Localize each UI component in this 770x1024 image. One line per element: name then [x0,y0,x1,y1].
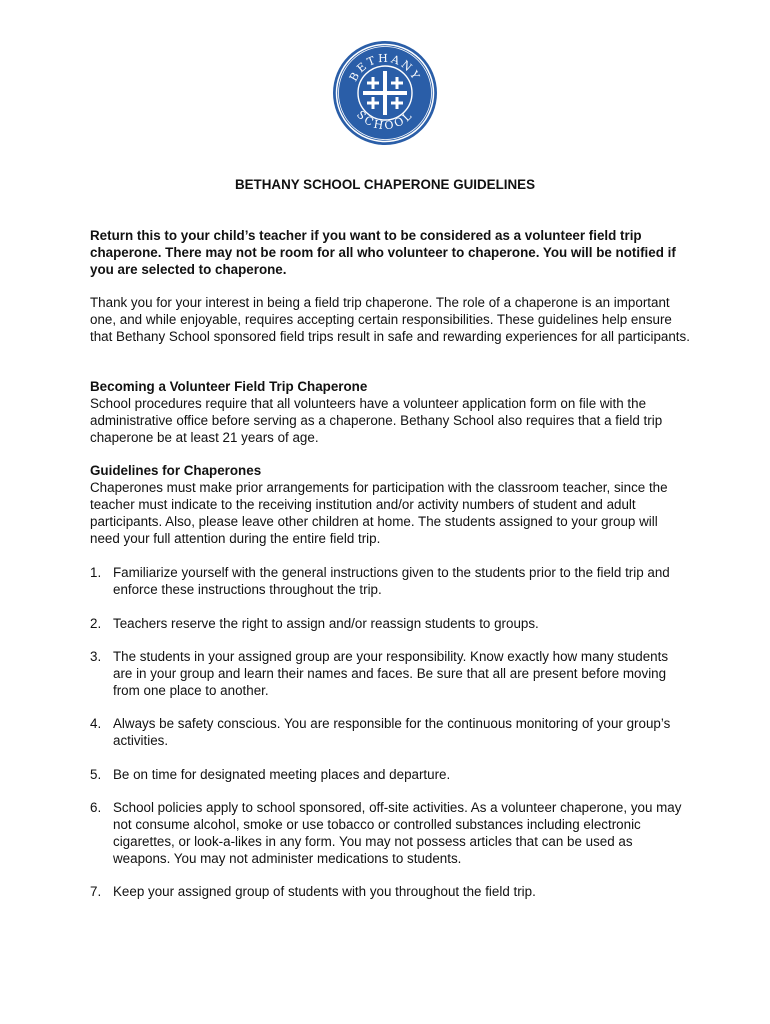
list-item-text: Keep your assigned group of students with you throughout the field trip. [113,884,536,899]
list-item-text: Teachers reserve the right to assign and/or reassign students to groups. [113,616,539,631]
intro-paragraph: Thank you for your interest in being a field trip chaperone. The role of a chaperone is an important one, and while enjoyable, requires accepting certain responsibilities. These guidelines help ensure that Bethany School sponsored field trips result in safe and rewarding experiences for all participants. [90,295,690,344]
list-item-number: 7. [90,884,102,899]
list-item-text: Be on time for designated meeting places and departure. [113,767,451,782]
list-item-text: The students in your assigned group are your responsibility. Know exactly how many students are in your group and learn their names and faces. Be sure that all are present before moving from one place to another. [113,649,669,698]
section-body: School procedures require that all volunteers have a volunteer application form on file with the administrative office before serving as a chaperone. Bethany School also requires that a field trip chaperone be at least 21 years of age. [90,396,663,445]
list-item-number: 4. [90,716,102,731]
list-item [90,799,690,867]
logo-top-text: BETHANY [346,51,424,84]
list-item-number: 6. [90,800,102,815]
list-item-number: 1. [90,565,102,580]
section-body: Chaperones must make prior arrangements for participation with the classroom teacher, since the teacher must indicate to the receiving institution and/or activity numbers of student and adult participants. Also, please leave other children at home. The students assigned to your group will need your full attention during the entire field trip. [90,480,668,546]
list-item-text: School policies apply to school sponsored, off-site activities. As a volunteer chaperone, you may not consume alcohol, smoke or use tobacco or controlled substances including electronic cigarettes, or look-a-likes in any form. You may not possess articles that can be used as weapons. You may not administer medications to students. [113,800,682,866]
list-item-text: Always be safety conscious. You are responsible for the continuous monitoring of your group’s activities. [113,716,671,748]
list-item [90,564,690,598]
list-item [90,648,690,699]
list-item-number: 3. [90,649,102,664]
list-item-number: 5. [90,767,102,782]
section-guidelines [90,462,690,547]
list-item [90,715,690,749]
section-heading: Becoming a Volunteer Field Trip Chaperone [90,379,368,394]
list-item [90,883,690,900]
list-item [90,766,690,783]
list-item [90,615,690,632]
logo-bottom-text: SCHOOL [354,108,416,133]
section-becoming-volunteer [90,378,690,446]
bethany-school-logo [332,40,438,146]
document-title: BETHANY SCHOOL CHAPERONE GUIDELINES [234,177,536,192]
list-item-number: 2. [90,616,102,631]
section-heading: Guidelines for Chaperones [90,463,262,478]
list-item-text: Familiarize yourself with the general instructions given to the students prior to the field trip and enforce these instructions throughout the trip. [113,565,670,597]
intro-bold-paragraph: Return this to your child’s teacher if you want to be considered as a volunteer field trip chaperone. There may not be room for all who volunteer to chaperone. You will be notified if you are selected to chaperone. [90,228,676,277]
